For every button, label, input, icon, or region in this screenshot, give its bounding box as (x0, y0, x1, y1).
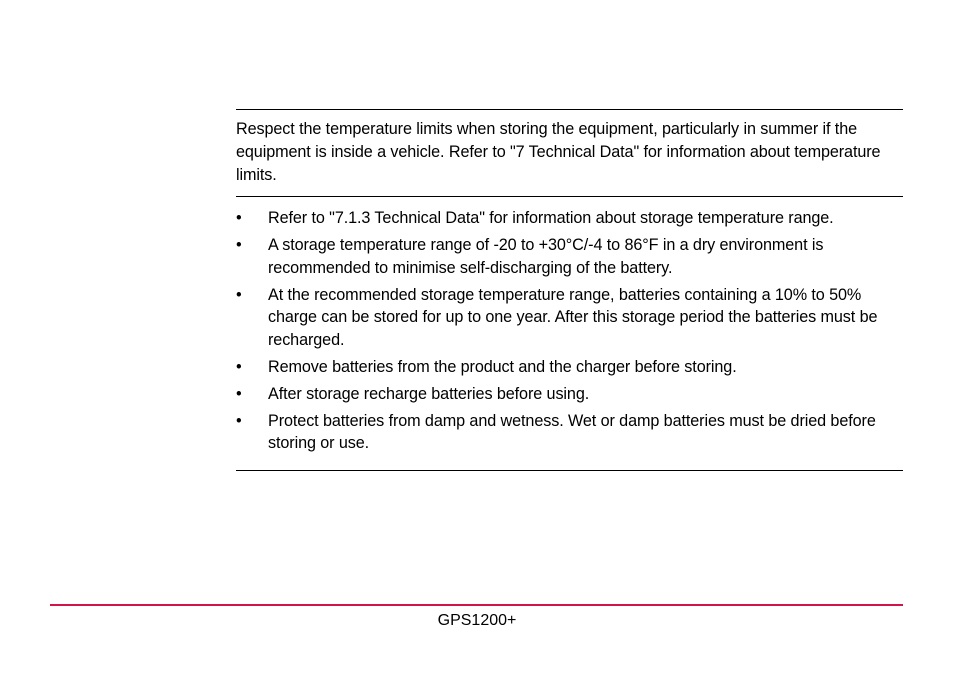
bottom-divider (236, 470, 903, 471)
bullet-icon: • (236, 384, 242, 403)
bullet-icon: • (236, 357, 242, 376)
bullet-icon: • (236, 285, 242, 304)
list-item-text: After storage recharge batteries before using. (268, 384, 590, 403)
middle-divider (236, 196, 903, 197)
storage-bullet-list (236, 207, 908, 459)
list-item (236, 284, 908, 352)
intro-paragraph: Respect the temperature limits when storing the equipment, particularly in summer if the equipment is inside a vehicle. Refer to "7 Technical Data" for information about temperature limits. (236, 120, 881, 184)
list-item-text: Remove batteries from the product and the charger before storing. (268, 357, 737, 376)
list-item-text: A storage temperature range of -20 to +30°C/-4 to 86°F in a dry environment is recommended to minimise self-discharging of the battery. (268, 236, 824, 277)
footer-product-name: GPS1200+ (437, 612, 517, 629)
bullet-icon: • (236, 236, 242, 254)
top-divider (236, 109, 903, 110)
list-item-text: Refer to "7.1.3 Technical Data" for information about storage temperature range. (268, 209, 834, 227)
list-item (236, 383, 908, 406)
list-item (236, 207, 908, 230)
list-item-text: At the recommended storage temperature range, batteries containing a 10% to 50% charge can be stored for up to one year. After this storage period the batteries must be recharged. (268, 285, 878, 349)
list-item (236, 410, 908, 455)
bullet-icon: • (236, 209, 242, 227)
list-item-text: Protect batteries from damp and wetness. Wet or damp batteries must be dried before storing or use. (268, 411, 876, 452)
list-item (236, 356, 908, 379)
list-item (236, 234, 908, 279)
bullet-icon: • (236, 411, 242, 430)
footer-divider (50, 604, 903, 606)
